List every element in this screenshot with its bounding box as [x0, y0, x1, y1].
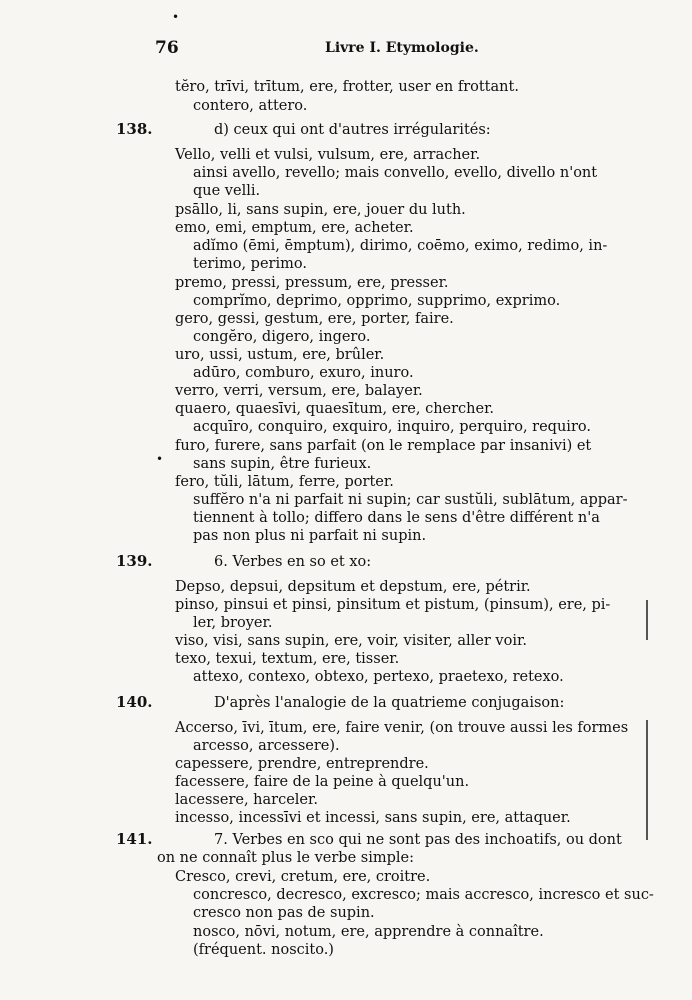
text-line: adĭmo (ēmi, ēmptum), dirimo, coēmo, eximo, redimo, in- [193, 238, 608, 254]
text-line: psāllo, li, sans supin, ere, jouer du luth. [175, 202, 466, 218]
section-number: 139. [116, 552, 153, 570]
text-line: cresco non pas de supin. [193, 905, 375, 921]
margin-dot: • [172, 10, 180, 24]
text-line: Depso, depsui, depsitum et depstum, ere, pétrir. [175, 579, 531, 595]
text-line: verro, verri, versum, ere, balayer. [175, 383, 423, 399]
text-line: premo, pressi, pressum, ere, presser. [175, 275, 449, 291]
text-line: (fréquent. noscito.) [193, 942, 334, 958]
text-line: quaero, quaesīvi, quaesītum, ere, chercher. [175, 401, 495, 417]
page-number: 76 [155, 38, 179, 58]
text-line: tiennent à tollo; differo dans le sens d'être différent n'a [193, 510, 600, 526]
page-edge-mark [646, 720, 648, 840]
text-line: 6. Verbes en so et xo: [214, 554, 372, 570]
text-line: acquīro, conquiro, exquiro, inquiro, perquiro, requiro. [193, 419, 591, 435]
text-line: texo, texui, textum, ere, tisser. [175, 651, 400, 667]
margin-dot: • [156, 452, 164, 466]
text-line: Vello, velli et vulsi, vulsum, ere, arracher. [175, 147, 481, 163]
text-line: pinso, pinsui et pinsi, pinsitum et pistum, (pinsum), ere, pi- [175, 597, 611, 613]
text-line: sans supin, être furieux. [193, 456, 372, 472]
running-title: Livre I. Etymologie. [325, 40, 479, 56]
section-number: 138. [116, 120, 153, 138]
page-edge-mark [646, 600, 648, 640]
text-line: 7. Verbes en sco qui ne sont pas des inchoatifs, ou dont [214, 832, 622, 848]
text-line: furo, furere, sans parfait (on le remplace par insanivi) et [175, 438, 592, 454]
text-line: adūro, comburo, exuro, inuro. [193, 365, 414, 381]
text-line: gero, gessi, gestum, ere, porter, faire. [175, 311, 454, 327]
text-line: contero, attero. [193, 98, 308, 114]
text-line: facessere, faire de la peine à quelqu'un. [175, 774, 470, 790]
page-header [0, 38, 692, 62]
text-line: viso, visi, sans supin, ere, voir, visiter, aller voir. [175, 633, 527, 649]
text-line: arcesso, arcessere). [193, 738, 340, 754]
text-line: pas non plus ni parfait ni supin. [193, 528, 427, 544]
text-line: lacessere, harceler. [175, 792, 318, 808]
text-line: tĕro, trīvi, trītum, ere, frotter, user en frottant. [175, 79, 519, 95]
text-line: ler, broyer. [193, 615, 273, 631]
text-line: ainsi avello, revello; mais convello, evello, divello n'ont [193, 165, 598, 181]
text-line: que velli. [193, 183, 261, 199]
text-line: d) ceux qui ont d'autres irrégularités: [214, 122, 491, 138]
section-number: 140. [116, 693, 153, 711]
text-line: D'après l'analogie de la quatrieme conjugaison: [214, 695, 565, 711]
text-line: incesso, incessīvi et incessi, sans supin, ere, attaquer. [175, 810, 571, 826]
text-line: congĕro, digero, ingero. [193, 329, 371, 345]
text-line: suffĕro n'a ni parfait ni supin; car sustŭli, sublātum, appar- [193, 492, 628, 508]
text-line: uro, ussi, ustum, ere, brûler. [175, 347, 385, 363]
text-line: Accerso, īvi, ītum, ere, faire venir, (on trouve aussi les formes [175, 720, 629, 736]
text-line: attexo, contexo, obtexo, pertexo, praetexo, retexo. [193, 669, 564, 685]
text-line: concresco, decresco, excresco; mais accresco, incresco et suc- [193, 887, 654, 903]
text-line: Cresco, crevi, cretum, ere, croitre. [175, 869, 431, 885]
text-line: capessere, prendre, entreprendre. [175, 756, 429, 772]
text-line: nosco, nōvi, notum, ere, apprendre à connaître. [193, 924, 544, 940]
section-number: 141. [116, 830, 153, 848]
text-line: emo, emi, emptum, ere, acheter. [175, 220, 414, 236]
text-line: comprĭmo, deprimo, opprimo, supprimo, exprimo. [193, 293, 561, 309]
text-line: on ne connaît plus le verbe simple: [157, 850, 414, 866]
text-line: terimo, perimo. [193, 256, 307, 272]
text-line: fero, tŭli, lātum, ferre, porter. [175, 474, 394, 490]
